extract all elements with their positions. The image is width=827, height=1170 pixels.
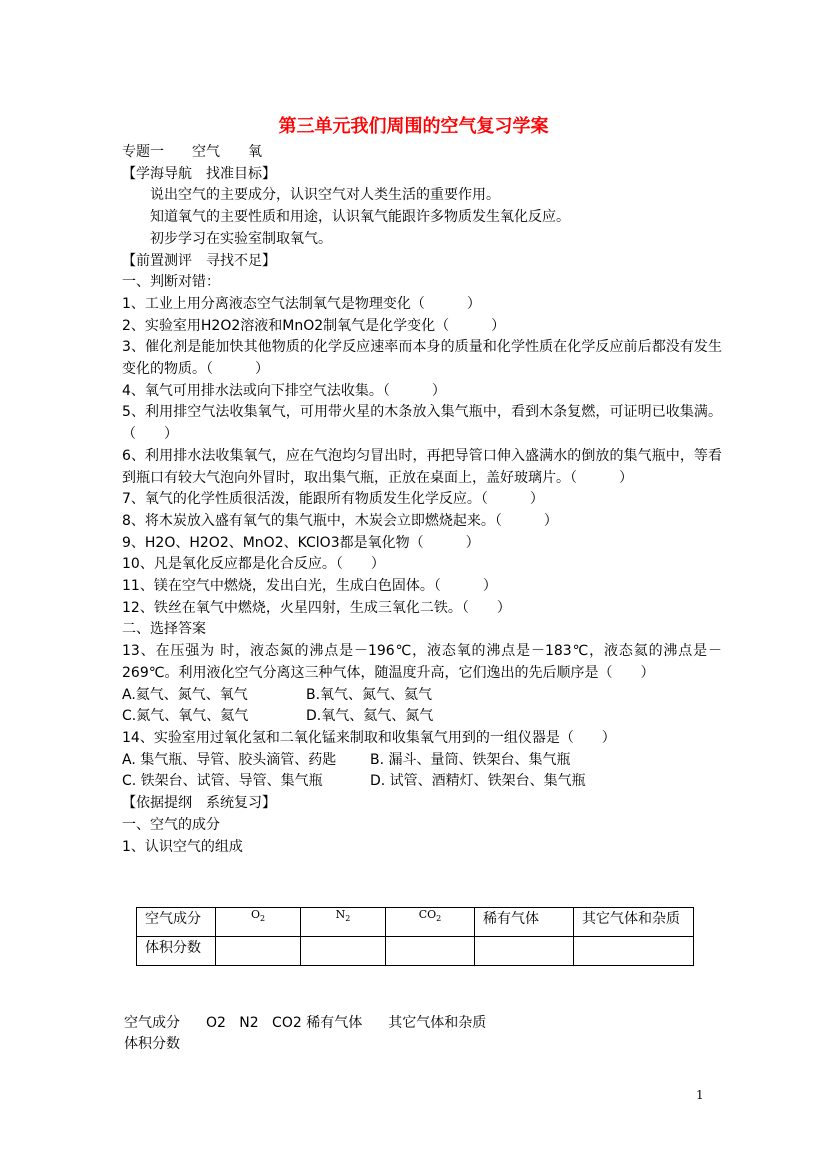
table-cell [386,937,475,966]
table-cell: 体积分数 [137,937,216,966]
footer-label: 空气成分 [124,1015,180,1031]
footer-text [124,1013,486,1055]
topic-heading: 专题一 空气 氧 [122,144,262,160]
option-c: C. 铁架台、试管、导管、集气瓶 [122,773,323,790]
table-cell: 其它气体和杂质 [574,908,694,937]
option-row [122,750,722,772]
footer-other: 其它气体和杂质 [388,1015,487,1031]
question-item: 6、利用排水法收集氧气，应在气泡均匀冒出时，再把导管口伸入盛满水的倒放的集气瓶中，等看到瓶口有较大气泡向外冒时，取出集气瓶，正放在桌面上，盖好玻璃片。（ ） [122,447,722,486]
footer-row [124,1013,486,1034]
option-c: C.氮气、氧气、氦气 [122,708,249,725]
option-a: A. 集气瓶、导管、胶头滴管、药匙 [122,751,337,768]
section-heading-goals: 【学海导航 找准目标】 [122,165,276,182]
table-cell: 稀有气体 [475,908,574,937]
table-cell [574,937,694,966]
question-item: 8、将木炭放入盛有氧气的集气瓶中，木炭会立即燃烧起来。（ ） [122,512,558,529]
table-cell: 空气成分 [137,908,216,937]
goal-item: 说出空气的主要成分，认识空气对人类生活的重要作用。 [150,187,500,204]
footer-row: 体积分数 [124,1036,180,1052]
page-number: 1 [696,1088,704,1102]
question-item: 10、凡是氧化反应都是化合反应。（ ） [122,556,385,573]
question-item: 9、H2O、H2O2、MnO2、KClO3都是氧化物（ ） [122,534,480,551]
document-body [122,142,722,858]
option-row [122,706,722,728]
question-item: 1、工业上用分离液态空气法制氧气是物理变化（ ） [122,295,481,312]
page-title: 第三单元我们周围的空气复习学案 [278,116,549,137]
footer-n2: N2 [239,1015,259,1031]
question-item: 4、氧气可用排水法或向下排空气法收集。（ ） [122,382,446,399]
goal-item: 知道氧气的主要性质和用途，认识氧气能跟许多物质发生氧化反应。 [150,209,570,226]
table-cell: $N_2$ [301,908,386,937]
subsection-item: 1、认识空气的组成 [122,838,243,855]
option-d: D. 试管、酒精灯、铁架台、集气瓶 [370,773,586,790]
question-item: 12、铁丝在氧气中燃烧，火星四射，生成三氧化二铁。（ ） [122,599,511,616]
subsection-heading-air: 一、空气的成分 [122,816,220,833]
air-composition-table [136,907,694,966]
table-cell [216,937,301,966]
footer-co2: CO2 [272,1015,302,1031]
option-d: D.氧气、氦气、氮气 [306,708,434,725]
table-row [137,937,694,966]
option-a: A.氦气、氮气、氧气 [122,686,248,703]
subsection-heading-judge: 一、判断对错： [122,274,220,291]
table-cell: $CO_2$ [386,908,475,937]
table-cell [475,937,574,966]
footer-o2: O2 [206,1015,226,1031]
question-item: 11、镁在空气中燃烧，发出白光，生成白色固体。（ ） [122,578,497,595]
table-cell [301,937,386,966]
subsection-heading-choice: 二、选择答案 [122,621,206,638]
section-heading-review: 【依据提纲 系统复习】 [122,795,276,812]
goal-item: 初步学习在实验室制取氧气。 [150,230,332,247]
question-item: 5、利用排空气法收集氧气，可用带火星的木条放入集气瓶中，看到木条复燃，可证明已收集满。（ ） [122,404,722,443]
question-item: 7、氧气的化学性质很活泼，能跟所有物质发生化学反应。（ ） [122,491,544,508]
option-row [122,771,722,793]
question-item: 14、实验室用过氧化氢和二氧化锰来制取和收集氧气用到的一组仪器是（ ） [122,729,616,746]
option-b: B. 漏斗、量筒、铁架台、集气瓶 [370,751,571,768]
footer-rare: 稀有气体 [306,1015,363,1031]
option-row [122,685,722,707]
table-row [137,908,694,937]
section-heading-pretest: 【前置测评 寻找不足】 [122,252,276,269]
question-item: 2、实验室用H2O2溶液和MnO2制氧气是化学变化（ ） [122,317,506,334]
question-item: 3、催化剂是能加快其他物质的化学反应速率而本身的质量和化学性质在化学反应前后都没有发生变化的物质。（ ） [122,339,722,378]
option-b: B.氧气、氮气、氦气 [306,686,433,703]
table-cell: $O_2$ [216,908,301,937]
question-item: 13、在压强为 时，液态氮的沸点是－196℃，液态氧的沸点是－183℃，液态氦的沸点是－269℃。利用液化空气分离这三种气体，随温度升高，它们逸出的先后顺序是（ ） [122,643,722,681]
